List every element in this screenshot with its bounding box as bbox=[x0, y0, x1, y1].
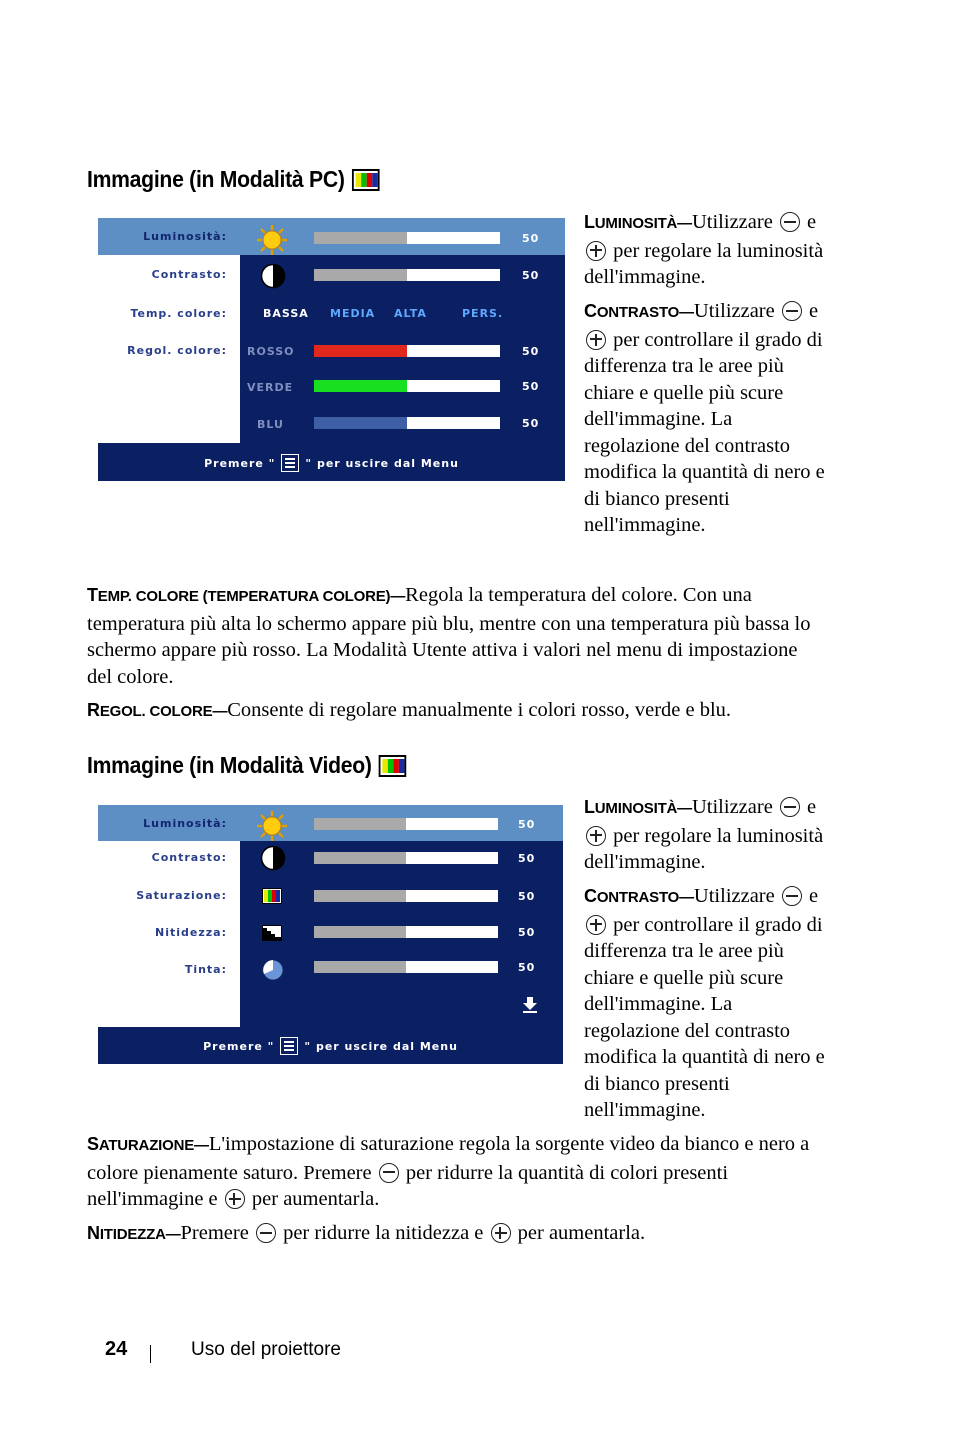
contrast-slider[interactable] bbox=[314, 269, 500, 281]
brightness-slider[interactable] bbox=[314, 818, 498, 830]
term-nitidezza: NITIDEZZA bbox=[87, 1223, 166, 1243]
sub-label-blu: BLU bbox=[257, 418, 284, 431]
green-value: 50 bbox=[522, 380, 540, 393]
section-title-pc: Immagine (in Modalità PC) bbox=[87, 166, 380, 193]
minus-button-icon bbox=[256, 1223, 276, 1243]
sharpness-icon bbox=[262, 925, 282, 941]
minus-button-icon bbox=[780, 797, 800, 817]
minus-button-icon bbox=[782, 886, 802, 906]
brightness-value: 50 bbox=[522, 232, 540, 245]
option-media[interactable]: MEDIA bbox=[330, 307, 376, 320]
picture-mode-icon bbox=[352, 169, 380, 191]
saturation-slider[interactable] bbox=[314, 890, 498, 902]
contrasto-description-video: CONTRASTO—Utilizzare e per controllare il grado di differenza tra le aree più chiare e quelle più scure dell'immagine. La regolazione del contrasto modifica la quantità di nero e di bianco presenti nell'immagine. bbox=[584, 885, 825, 1121]
menu-button-icon bbox=[281, 454, 299, 472]
term-regol-colore: REGOL. COLORE bbox=[87, 700, 213, 720]
menu-button-icon bbox=[280, 1037, 298, 1055]
picture-mode-icon bbox=[379, 755, 407, 777]
minus-button-icon bbox=[379, 1163, 399, 1183]
sub-label-rosso: ROSSO bbox=[247, 345, 295, 358]
saturazione-description: SATURAZIONE—L'impostazione di saturazione regola la sorgente video da bianco e nero a colore pienamente saturo. Premere per ridurre la quantità di colori presenti nell'immagine e per aumentarla. bbox=[87, 1133, 810, 1210]
slider-fill bbox=[314, 232, 407, 244]
plus-button-icon bbox=[586, 915, 606, 935]
footer-divider bbox=[150, 1345, 151, 1363]
osd-label-contrasto: Contrasto: bbox=[151, 851, 227, 864]
osd-menu-video bbox=[98, 805, 563, 1063]
contrasto-description: CONTRASTO—Utilizzare e per controllare il grado di differenza tra le aree più chiare e quelle più scure dell'immagine. La regolazione del contrasto modifica la quantità di nero e di bianco presenti nell'immagine. bbox=[584, 300, 825, 536]
option-alta[interactable]: ALTA bbox=[394, 307, 427, 320]
blue-value: 50 bbox=[522, 417, 540, 430]
contrast-value: 50 bbox=[522, 269, 540, 282]
temp-colore-description: TEMP. COLORE (TEMPERATURA COLORE)—Regola la temperatura del colore. Con una temperatura più alta lo schermo appare più blu, mentre con una temperatura più bassa lo schermo appare più rosso. La Modalità Utente attiva i valori nel menu di impostazione del colore. bbox=[87, 584, 811, 688]
osd-label-tinta: Tinta: bbox=[184, 963, 227, 976]
page-number: 24 bbox=[105, 1338, 128, 1360]
osd-label-temp-colore: Temp. colore: bbox=[130, 307, 227, 320]
osd-label-contrasto: Contrasto: bbox=[151, 268, 227, 281]
saturation-value: 50 bbox=[518, 890, 536, 903]
contrast-icon bbox=[260, 263, 286, 289]
regol-colore-description: REGOL. COLORE—Consente di regolare manualmente i colori rosso, verde e blu. bbox=[87, 699, 732, 721]
osd-label-nitidezza: Nitidezza: bbox=[155, 926, 227, 939]
osd-label-saturazione: Saturazione: bbox=[136, 889, 227, 902]
contrast-value: 50 bbox=[518, 852, 536, 865]
osd-footer: Premere " " per uscire dal Menu bbox=[98, 445, 565, 481]
plus-button-icon bbox=[586, 826, 606, 846]
osd-label-luminosita: Luminosità: bbox=[143, 230, 227, 243]
option-bassa[interactable]: BASSA bbox=[263, 307, 309, 320]
sun-icon bbox=[256, 224, 288, 256]
term-contrasto: CONTRASTO bbox=[584, 301, 680, 321]
contrast-slider[interactable] bbox=[314, 852, 498, 864]
plus-button-icon bbox=[225, 1189, 245, 1209]
brightness-slider[interactable] bbox=[314, 232, 500, 244]
term-saturazione: SATURAZIONE bbox=[87, 1134, 195, 1154]
osd-footer: Premere " " per uscire dal Menu bbox=[98, 1028, 563, 1064]
blue-slider[interactable] bbox=[314, 417, 500, 429]
osd-menu-pc bbox=[98, 218, 565, 481]
green-slider[interactable] bbox=[314, 380, 500, 392]
luminosita-description: LUMINOSITÀ—Utilizzare e per regolare la luminosità dell'immagine. bbox=[584, 211, 824, 288]
plus-button-icon bbox=[586, 330, 606, 350]
brightness-value: 50 bbox=[518, 818, 536, 831]
tint-value: 50 bbox=[518, 961, 536, 974]
scroll-down-arrow-icon[interactable] bbox=[522, 996, 538, 1014]
saturation-icon bbox=[262, 888, 282, 904]
contrast-icon bbox=[260, 845, 286, 871]
osd-label-luminosita: Luminosità: bbox=[143, 817, 227, 830]
red-value: 50 bbox=[522, 345, 540, 358]
sharpness-slider[interactable] bbox=[314, 926, 498, 938]
term-luminosita: LUMINOSITÀ bbox=[584, 212, 678, 232]
minus-button-icon bbox=[782, 301, 802, 321]
option-pers[interactable]: PERS. bbox=[462, 307, 504, 320]
term-contrasto: CONTRASTO bbox=[584, 886, 680, 906]
nitidezza-description: NITIDEZZA—Premere per ridurre la nitidezza e per aumentarla. bbox=[87, 1222, 646, 1244]
sub-label-verde: VERDE bbox=[247, 381, 294, 394]
sharpness-value: 50 bbox=[518, 926, 536, 939]
plus-button-icon bbox=[491, 1223, 511, 1243]
tint-slider[interactable] bbox=[314, 961, 498, 973]
plus-button-icon bbox=[586, 241, 606, 261]
luminosita-description-video: LUMINOSITÀ—Utilizzare e per regolare la luminosità dell'immagine. bbox=[584, 796, 824, 873]
term-temp-colore: TEMP. COLORE (TEMPERATURA COLORE) bbox=[87, 585, 391, 605]
minus-button-icon bbox=[780, 212, 800, 232]
sun-icon bbox=[256, 810, 288, 842]
tint-icon bbox=[261, 958, 285, 982]
term-luminosita: LUMINOSITÀ bbox=[584, 797, 678, 817]
chapter-title: Uso del proiettore bbox=[191, 1339, 341, 1360]
red-slider[interactable] bbox=[314, 345, 500, 357]
osd-label-regol-colore: Regol. colore: bbox=[127, 344, 227, 357]
section-title-video: Immagine (in Modalità Video) bbox=[87, 752, 407, 779]
